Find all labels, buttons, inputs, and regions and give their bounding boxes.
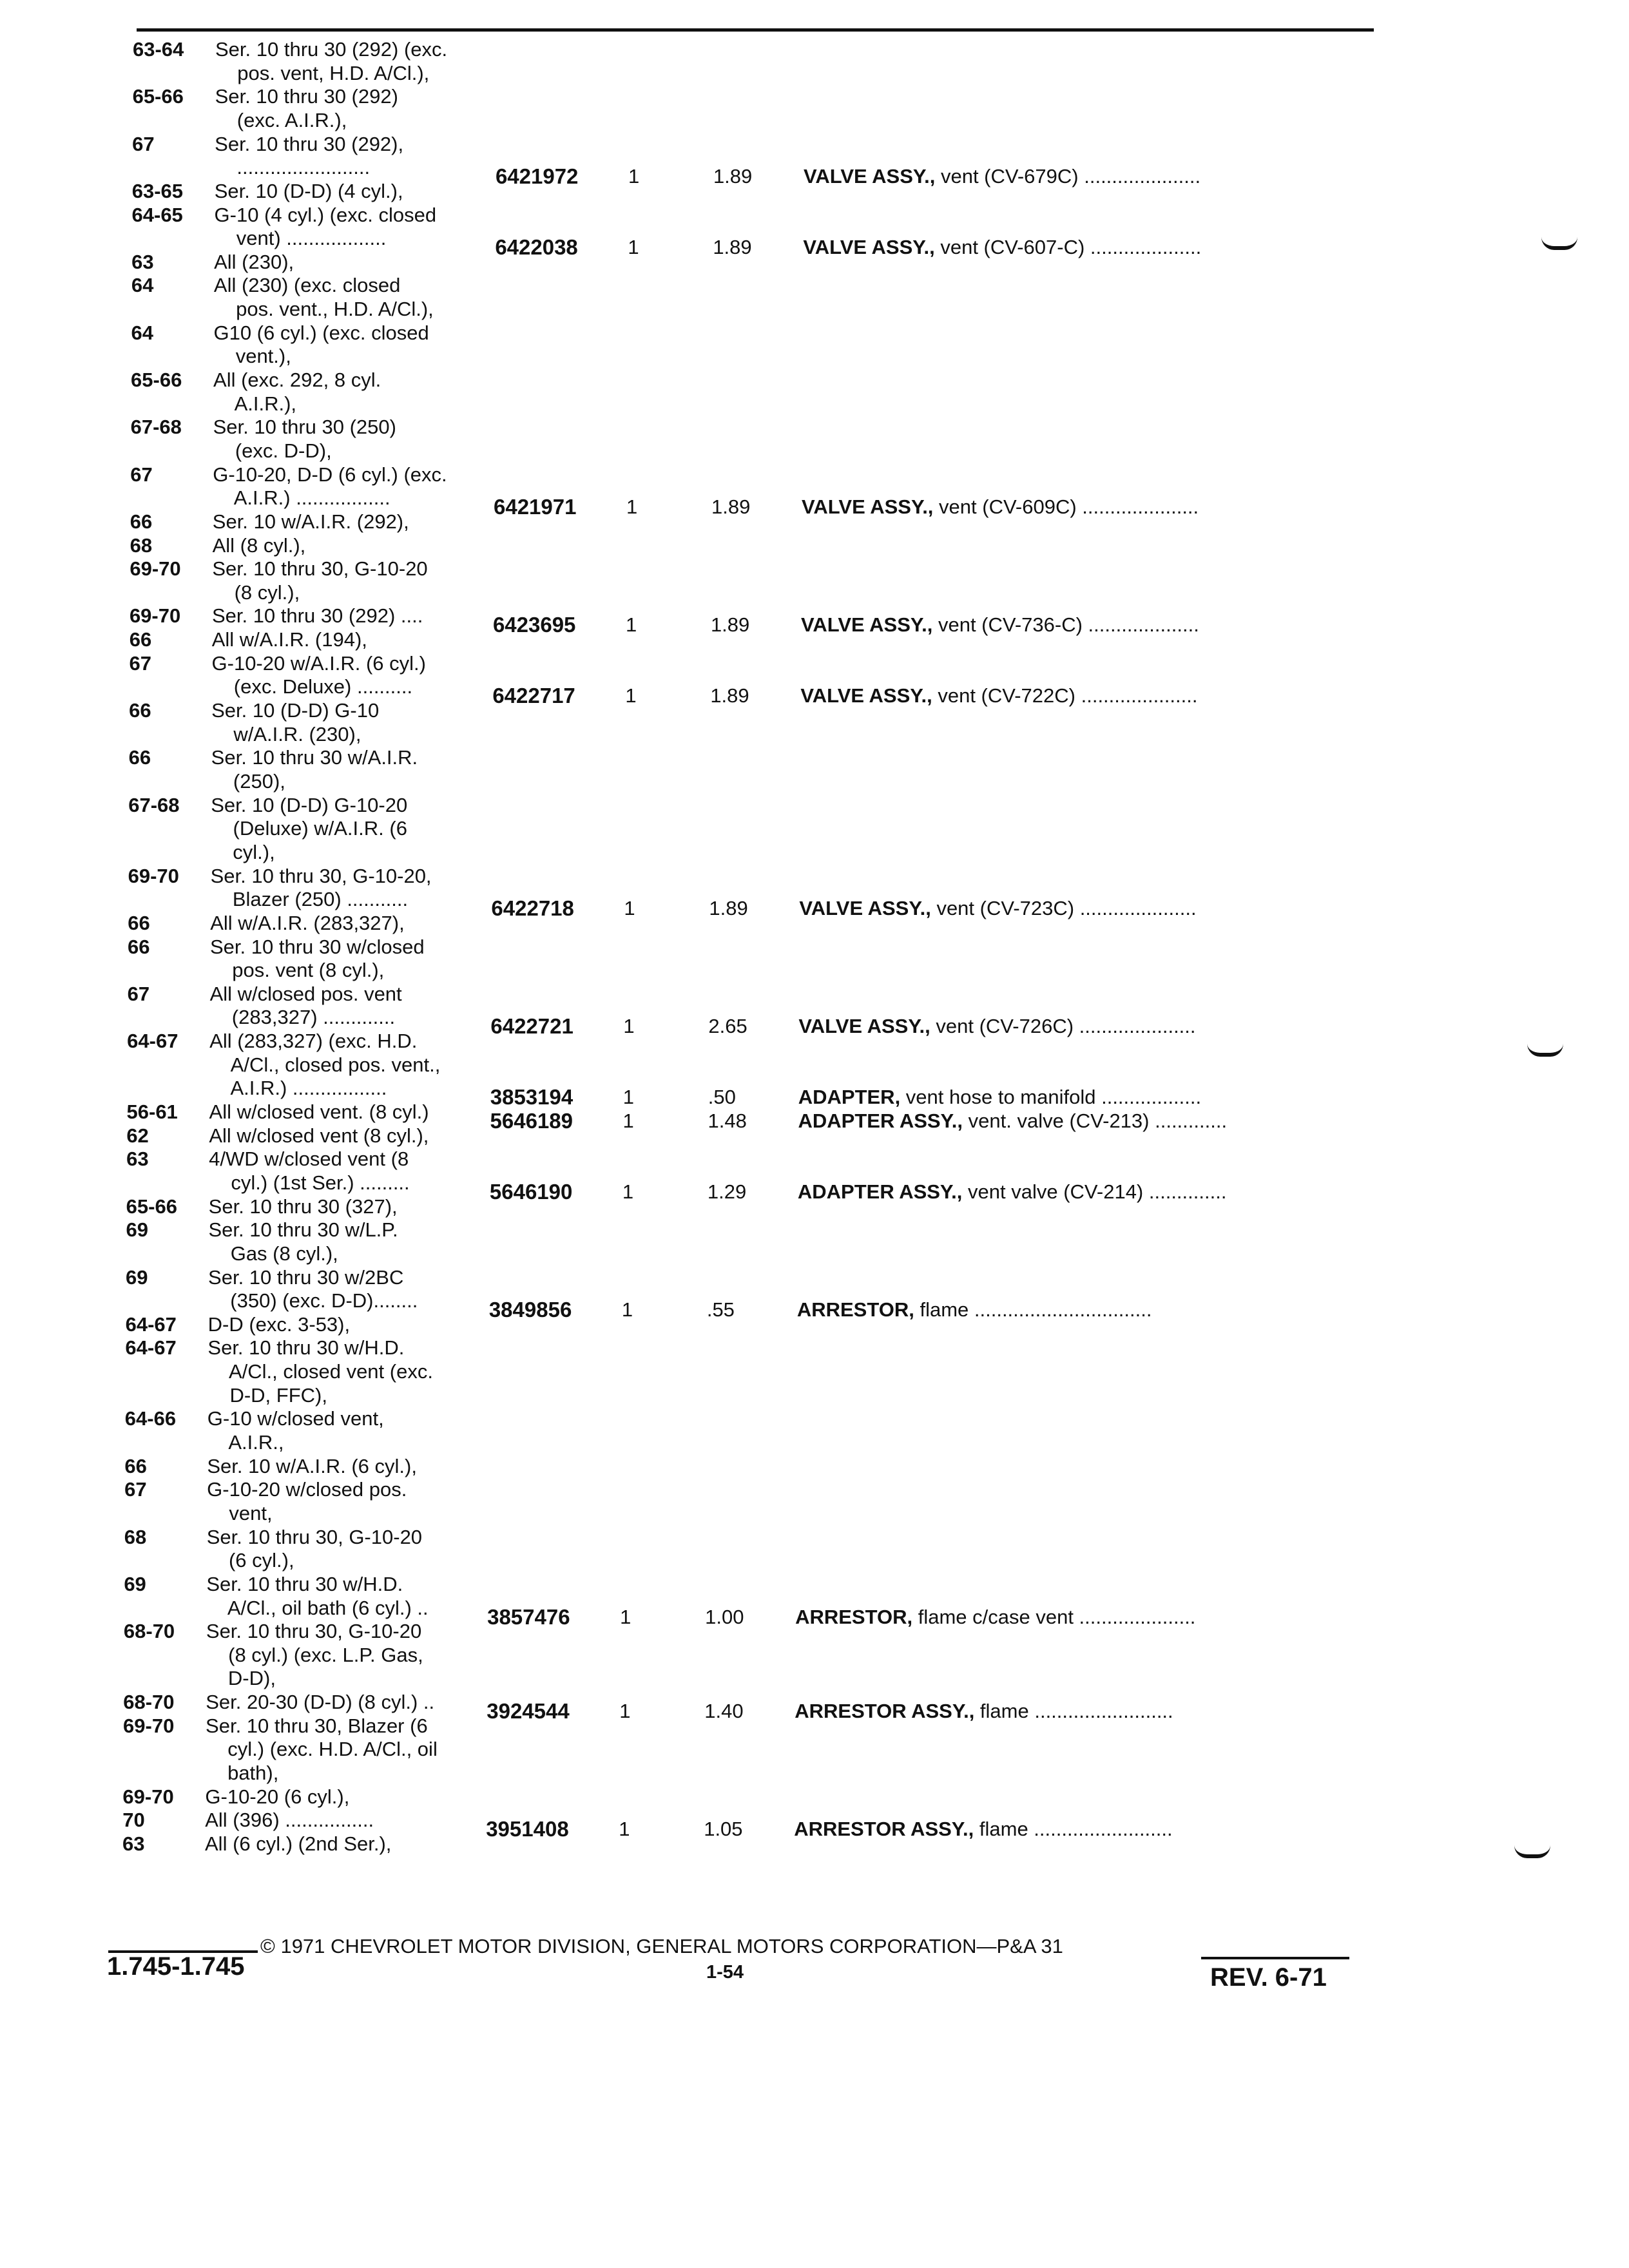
year-cell: 64-65 [131,203,183,226]
application-cell: All (396) ................ [205,1809,374,1832]
part-number-cell: 5646189 [490,1109,573,1133]
quantity-cell: 1 [625,684,637,707]
application-cell: Ser. 10 thru 30 (327), [208,1195,398,1218]
year-cell: 64-67 [127,1030,178,1053]
application-cell: A/Cl., closed vent (exc. [207,1360,433,1383]
application-cell: vent, [206,1501,273,1524]
quantity-cell: 1 [628,236,639,259]
price-cell: .50 [708,1086,736,1109]
year-cell: 64-67 [125,1336,177,1360]
application-cell: All (230) (exc. closed [213,274,401,297]
part-number-cell: 5646190 [489,1179,573,1204]
year-cell: 67 [129,651,151,675]
copyright-line: © 1971 CHEVROLET MOTOR DIVISION, GENERAL MOTORS CORPORATION—P&A 31 [260,1935,1063,1957]
application-cell: G-10-20, D-D (6 cyl.) (exc. [213,463,447,486]
application-cell: G-10-20 w/closed pos. [207,1478,407,1501]
price-cell: 1.40 [704,1700,744,1723]
description-cell [795,1606,1195,1629]
application-cell: bath), [205,1762,279,1785]
application-cell: All (6 cyl.) (2nd Ser.), [205,1832,392,1855]
application-cell: Ser. 10 thru 30, G-10-20 [212,557,428,581]
margin-mark [1527,1044,1563,1057]
application-cell: G10 (6 cyl.) (exc. closed [213,321,429,344]
description-cell [798,1110,1228,1133]
part-name: VALVE ASSY., [798,1015,930,1038]
year-cell: 69-70 [129,604,181,628]
application-cell: vent.), [213,345,291,368]
application-cell: G-10-20 w/A.I.R. (6 cyl.) [211,651,426,675]
application-cell: Ser. 10 thru 30 w/2BC [208,1265,404,1289]
part-number-cell: 6422038 [495,235,578,260]
part-name: VALVE ASSY., [802,495,934,519]
application-cell: G-10 (4 cyl.) (exc. closed [214,203,437,226]
application-cell: Ser. 10 thru 30, G-10-20 [206,1525,423,1548]
quantity-cell: 1 [625,613,637,637]
application-cell: D-D (exc. 3-53), [207,1312,351,1336]
price-cell: 2.65 [708,1015,747,1038]
application-cell: Ser. 10 w/A.I.R. (6 cyl.), [207,1454,417,1477]
application-cell: Ser. 10 thru 30 w/L.P. [208,1218,398,1242]
application-cell: All (230), [214,250,294,273]
part-detail: vent valve (CV-214) .............. [962,1180,1227,1203]
footer-rule-right [1201,1957,1349,1959]
application-cell: Ser. 10 thru 30 (250) [213,416,396,439]
application-cell: A/Cl., closed pos. vent., [209,1053,441,1076]
application-cell: All w/A.I.R. (194), [211,628,367,651]
part-number-cell: 6422717 [492,684,575,708]
part-number-cell: 3849856 [488,1298,572,1322]
year-cell: 64 [131,274,154,297]
application-cell: (6 cyl.), [206,1549,294,1572]
description-cell [795,1700,1173,1723]
part-detail: vent hose to manifold .................. [900,1086,1202,1109]
application-cell: cyl.), [210,840,275,863]
part-number-cell: 6422721 [490,1014,574,1039]
description-cell [801,613,1199,637]
quantity-cell: 1 [622,1110,634,1132]
quantity-cell: 1 [619,1700,631,1723]
application-cell: All w/closed vent (8 cyl.), [209,1124,429,1147]
part-detail: vent (CV-726C) ..................... [930,1015,1196,1038]
application-cell: D-D), [206,1667,276,1690]
price-cell: 1.00 [705,1605,744,1628]
part-detail: flame c/case vent ..................... [912,1605,1196,1628]
part-detail: vent (CV-607-C) .................... [934,236,1202,259]
application-cell: A.I.R., [207,1431,284,1454]
page-number: 1-54 [706,1962,744,1983]
application-cell: (8 cyl.), [212,581,300,604]
application-cell: Ser. 10 thru 30, G-10-20, [210,864,432,887]
year-cell: 63-64 [133,38,184,61]
application-cell: (exc. D-D), [213,439,332,462]
quantity-cell: 1 [624,897,635,920]
part-name: VALVE ASSY., [803,165,936,188]
price-cell: 1.89 [710,613,750,637]
application-cell: (283,327) ............. [209,1006,396,1029]
part-number-cell: 6423695 [492,613,576,637]
application-cell: cyl.) (1st Ser.) ......... [208,1171,410,1194]
application-cell: Ser. 10 thru 30, G-10-20 [206,1620,422,1643]
application-cell: All w/A.I.R. (283,327), [210,911,405,934]
application-cell: A/Cl., oil bath (6 cyl.) .. [206,1596,429,1619]
part-number-cell: 6421972 [495,164,579,189]
year-cell: 67-68 [130,416,182,439]
application-cell: (250), [211,769,285,793]
part-detail: vent. valve (CV-213) ............. [963,1110,1228,1132]
quantity-cell: 1 [619,1818,630,1841]
application-cell: All w/closed pos. vent [209,982,402,1005]
application-cell: Ser. 10 thru 30 (292), [215,132,404,155]
year-cell: 68-70 [123,1691,175,1714]
description-cell [803,236,1201,259]
part-detail: vent (CV-723C) ..................... [930,897,1197,920]
part-number-cell: 3853194 [490,1085,574,1110]
quantity-cell: 1 [628,165,640,188]
application-cell: pos. vent, H.D. A/Cl.), [215,61,430,84]
quantity-cell: 1 [621,1298,633,1321]
year-cell: 70 [122,1809,145,1832]
application-cell: Ser. 10 thru 30 (292) (exc. [215,38,448,61]
application-cell: All w/closed vent. (8 cyl.) [209,1100,429,1123]
revision-label: REV. 6-71 [1210,1963,1327,1992]
part-number-cell: 3857476 [487,1604,570,1629]
application-cell: cyl.) (exc. H.D. A/Cl., oil [205,1738,438,1761]
part-name: ADAPTER, [798,1086,901,1109]
year-cell: 69 [124,1572,146,1595]
application-cell: A.I.R.), [213,392,297,415]
price-cell: 1.89 [713,165,753,188]
application-cell: Ser. 10 thru 30 w/closed [210,935,425,958]
year-cell: 63-65 [131,179,184,202]
application-cell: Ser. 10 w/A.I.R. (292), [212,510,409,533]
part-name: ARRESTOR, [795,1605,913,1628]
year-cell: 69-70 [128,864,179,887]
part-detail: flame ................................ [914,1298,1152,1321]
application-cell: Ser. 10 thru 30, Blazer (6 [206,1714,428,1737]
price-cell: 1.89 [711,495,751,519]
year-cell: 68-70 [123,1620,175,1643]
year-cell: 62 [126,1124,149,1147]
year-cell: 66 [128,746,151,769]
year-cell: 66 [130,510,153,533]
margin-mark [1514,1845,1550,1858]
year-cell: 69 [126,1265,148,1289]
part-name: ADAPTER ASSY., [798,1110,963,1132]
year-cell: 63 [131,250,154,273]
year-cell: 65-66 [131,369,182,392]
price-cell: 1.89 [709,897,748,920]
description-cell [802,495,1199,519]
application-cell: 4/WD w/closed vent (8 [209,1148,409,1171]
application-cell: (exc. Deluxe) .......... [211,675,413,698]
application-cell: A.I.R.) ................. [213,486,390,510]
year-cell: 65-66 [126,1195,177,1218]
part-name: ARRESTOR ASSY., [794,1818,974,1841]
group-number: 1.745-1.745 [107,1952,245,1981]
application-cell: (8 cyl.) (exc. L.P. Gas, [206,1643,423,1666]
application-cell: All (exc. 292, 8 cyl. [213,369,381,392]
application-cell: ........................ [214,156,371,179]
year-cell: 65-66 [132,85,184,108]
year-cell: 63 [126,1148,149,1171]
year-cell: 69-70 [130,557,181,581]
quantity-cell: 1 [620,1605,631,1628]
description-cell [797,1298,1152,1321]
year-cell: 66 [128,935,150,958]
price-cell: 1.29 [707,1180,747,1203]
description-cell [799,897,1196,920]
application-cell: All (283,327) (exc. H.D. [209,1030,418,1053]
quantity-cell: 1 [622,1180,634,1203]
application-cell: Gas (8 cyl.), [208,1242,338,1265]
description-cell [798,1086,1201,1109]
application-cell: Ser. 10 thru 30 (292) [215,85,398,108]
application-cell: (exc. A.I.R.), [215,108,347,131]
year-cell: 66 [128,911,150,934]
part-name: VALVE ASSY., [800,684,932,707]
price-cell: 1.48 [708,1110,747,1132]
part-name: ADAPTER ASSY., [797,1180,963,1203]
application-cell: Blazer (250) ........... [210,888,409,911]
year-cell: 66 [124,1454,147,1477]
application-cell: A.I.R.) ................. [209,1077,387,1100]
application-cell: vent) .................. [214,227,387,250]
part-detail: flame ......................... [974,1700,1173,1723]
year-cell: 69 [126,1218,148,1242]
application-cell: Ser. 10 thru 30 w/H.D. [206,1572,403,1595]
year-cell: 67 [127,982,150,1005]
year-cell: 64 [131,321,153,344]
part-number-cell: 3951408 [486,1817,569,1841]
quantity-cell: 1 [623,1015,635,1038]
quantity-cell: 1 [622,1086,634,1109]
year-cell: 66 [129,699,151,722]
application-cell: (350) (exc. D-D)........ [207,1289,418,1312]
year-cell: 64-66 [124,1407,177,1430]
application-cell: G-10-20 (6 cyl.), [205,1785,350,1808]
year-cell: 69-70 [122,1785,174,1808]
part-name: VALVE ASSY., [803,236,935,259]
price-cell: 1.89 [713,236,752,259]
part-number-cell: 3924544 [487,1699,570,1724]
description-cell [800,684,1197,707]
application-cell: pos. vent (8 cyl.), [209,959,385,982]
margin-mark [1541,237,1577,250]
year-cell: 56-61 [126,1100,178,1123]
part-detail: vent (CV-722C) ..................... [932,684,1198,707]
year-cell: 69-70 [123,1714,175,1737]
application-cell: (Deluxe) w/A.I.R. (6 [211,817,407,840]
application-cell: G-10 w/closed vent, [207,1407,384,1430]
price-cell: 1.05 [704,1818,743,1841]
top-rule [137,28,1374,32]
application-cell: Ser. 10 (D-D) (4 cyl.), [214,179,403,202]
year-cell: 67 [132,132,155,155]
application-cell: Ser. 10 thru 30 (292) .... [211,604,423,628]
part-detail: vent (CV-736-C) .................... [932,613,1199,637]
part-name: ARRESTOR, [796,1298,914,1321]
part-number-cell: 6421971 [494,495,577,519]
application-cell: Ser. 10 (D-D) G-10-20 [211,793,408,816]
year-cell: 68 [130,533,153,557]
application-cell: Ser. 10 (D-D) G-10 [211,699,380,722]
price-cell: 1.89 [710,684,749,707]
application-cell: Ser. 10 thru 30 w/H.D. [207,1336,405,1360]
description-cell [794,1818,1172,1841]
year-cell: 63 [122,1832,145,1855]
year-cell: 66 [129,628,152,651]
part-name: VALVE ASSY., [800,613,933,637]
application-cell: All (8 cyl.), [212,533,306,557]
description-cell [804,165,1200,188]
quantity-cell: 1 [626,495,638,519]
description-cell [798,1180,1227,1204]
application-cell: Ser. 10 thru 30 w/A.I.R. [211,746,418,769]
year-cell: 67 [130,463,153,486]
part-detail: vent (CV-609C) ..................... [933,495,1199,519]
part-detail: flame ......................... [974,1818,1173,1841]
part-detail: vent (CV-679C) ..................... [935,165,1201,188]
year-cell: 67-68 [128,793,180,816]
part-number-cell: 6422718 [491,896,574,921]
year-cell: 64-67 [125,1312,177,1336]
application-cell: D-D, FFC), [207,1383,327,1407]
application-cell: pos. vent., H.D. A/Cl.), [213,298,434,321]
application-cell: w/A.I.R. (230), [211,722,361,745]
description-cell [798,1015,1195,1038]
year-cell: 67 [124,1478,147,1501]
part-name: VALVE ASSY., [799,897,931,920]
part-name: ARRESTOR ASSY., [795,1700,975,1723]
year-cell: 68 [124,1525,147,1548]
application-cell: Ser. 20-30 (D-D) (8 cyl.) .. [206,1691,435,1714]
price-cell: .55 [706,1298,735,1321]
